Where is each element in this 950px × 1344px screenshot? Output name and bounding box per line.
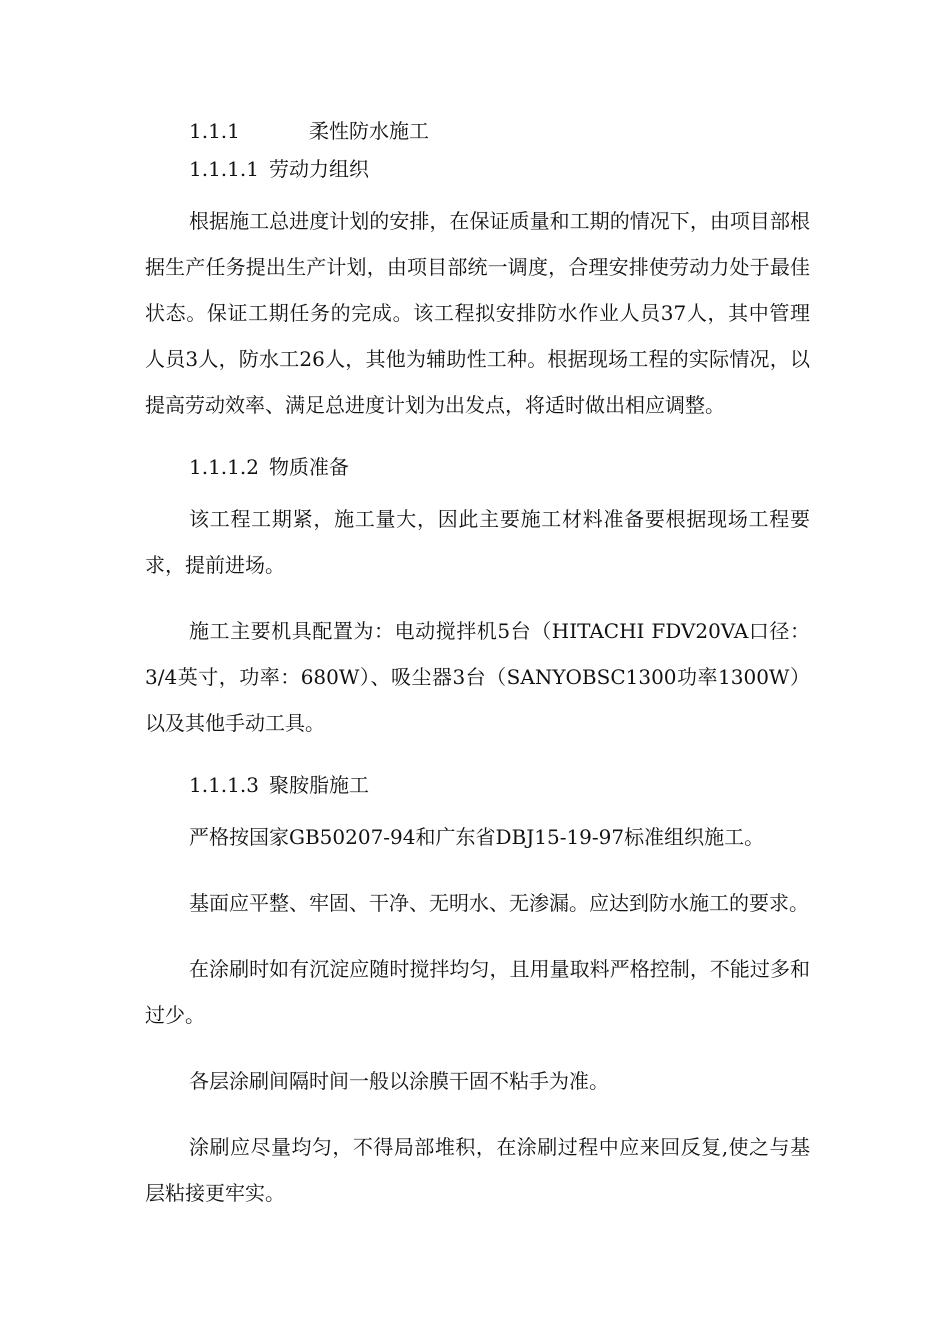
subsection-heading-labor bbox=[145, 150, 810, 188]
subsection-title: 物质准备 bbox=[268, 455, 349, 479]
paragraph-materials: 该工程工期紧，施工量大，因此主要施工材料准备要根据现场工程要求，提前进场。 bbox=[145, 507, 810, 577]
subsection-number: 1.1.1.1 bbox=[189, 157, 259, 181]
subsection-number: 1.1.1.2 bbox=[189, 455, 259, 479]
paragraph-labor: 根据施工总进度计划的安排，在保证质量和工期的情况下，由项目部根据生产任务提出生产计划，由项目部统一调度，合理安排使劳动力处于最佳状态。保证工期任务的完成。该工程拟安排防水作业人员37人，其中管理人员3人，防水工26人，其他为辅助性工种。根据现场工程的实际情况，以提高劳动效率、满足总进度计划为出发点，将适时做出相应调整。 bbox=[145, 209, 810, 417]
section-heading bbox=[145, 112, 810, 150]
subsection-number: 1.1.1.3 bbox=[189, 773, 259, 797]
subsection-heading-polyurethane bbox=[145, 766, 810, 804]
paragraph-interval: 各层涂刷间隔时间一般以涂膜干固不粘手为准。 bbox=[189, 1069, 609, 1093]
section-title: 柔性防水施工 bbox=[309, 119, 429, 143]
subsection-heading-materials bbox=[145, 448, 810, 486]
paragraph-standards: 严格按国家GB50207-94和广东省DBJ15-19-97标准组织施工。 bbox=[189, 825, 765, 849]
section-number: 1.1.1 bbox=[189, 119, 240, 143]
document-body bbox=[145, 112, 810, 1236]
paragraph-mixing: 在涂刷时如有沉淀应随时搅拌均匀，且用量取料严格控制，不能过多和过少。 bbox=[145, 957, 810, 1027]
paragraph-base-surface: 基面应平整、牢固、干净、无明水、无渗漏。应达到防水施工的要求。 bbox=[189, 891, 809, 915]
paragraph-application: 涂刷应尽量均匀，不得局部堆积，在涂刷过程中应来回反复,使之与基层粘接更牢实。 bbox=[145, 1135, 810, 1205]
subsection-title: 劳动力组织 bbox=[268, 157, 369, 181]
paragraph-equipment: 施工主要机具配置为：电动搅拌机5台（HITACHI FDV20VA口径：3/4英寸，功率：680W）、吸尘器3台（SANYOBSC1300功率1300W）以及其他手动工具。 bbox=[145, 619, 810, 735]
subsection-title: 聚胺脂施工 bbox=[268, 773, 369, 797]
